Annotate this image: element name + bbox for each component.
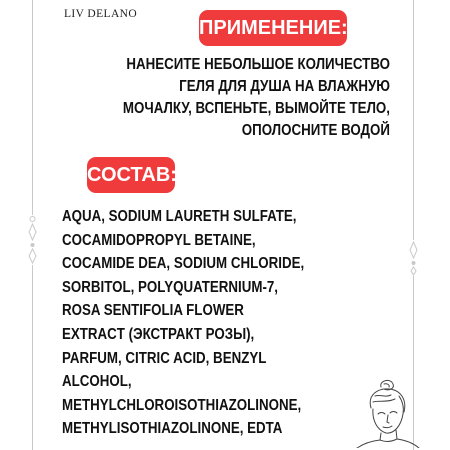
usage-title-badge: ПРИМЕНЕНИЕ: <box>199 10 347 46</box>
usage-line: НАНЕСИТЕ НЕБОЛЬШОЕ КОЛИЧЕСТВО <box>126 56 390 73</box>
composition-line: AQUA, SODIUM LAURETH SULFATE, <box>62 208 297 225</box>
composition-line: COCAMIDOPROPYL BETAINE, <box>62 231 256 249</box>
woman-face-illustration-icon <box>351 378 423 448</box>
usage-line: ГЕЛЯ ДЛЯ ДУША НА ВЛАЖНУЮ <box>179 78 390 95</box>
composition-title-badge: СОСТАВ: <box>87 157 175 193</box>
composition-line: PARFUM, CITRIC ACID, BENZYL <box>62 349 267 367</box>
composition-line: ALCOHOL, <box>62 373 132 391</box>
composition-line: COCAMIDE DEA, SODIUM CHLORIDE, <box>62 255 305 273</box>
left-ornament-icon <box>26 215 39 265</box>
brand-name: LIV DELANO <box>64 8 138 20</box>
usage-text <box>60 54 390 142</box>
composition-line: SORBITOL, POLYQUATERNIUM-7, <box>62 278 279 296</box>
composition-line: METHYLISOTHIAZOLINONE, EDTA <box>62 420 283 438</box>
usage-line: ОПОЛОСНИТЕ ВОДОЙ <box>241 122 390 139</box>
composition-line: METHYLCHLOROISOTHIAZOLINONE, <box>62 396 302 414</box>
composition-line: ROSA SENTIFOLIA FLOWER <box>62 302 244 320</box>
composition-line: EXTRACT (ЭКСТРАКТ РОЗЫ), <box>62 325 255 343</box>
usage-line: МОЧАЛКУ, ВСПЕНЬТЕ, ВЫМОЙТЕ ТЕЛО, <box>122 100 390 117</box>
